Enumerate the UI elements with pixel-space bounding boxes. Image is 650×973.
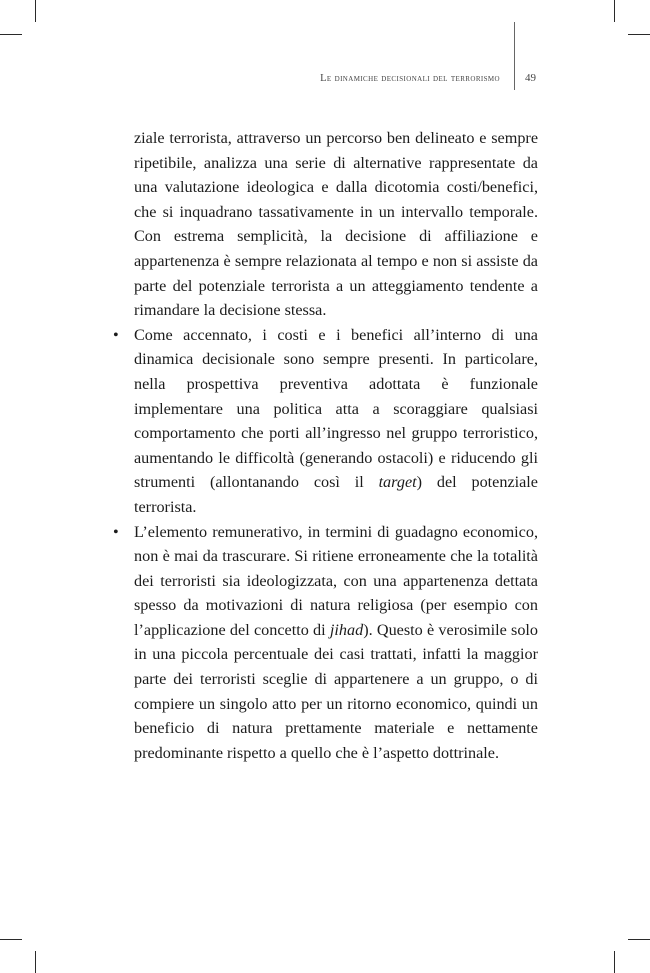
italic-term-target: target: [378, 473, 417, 492]
bullet-text: L’elemento remunerativo, in termini di guadagno economico, non è mai da trascurare. Si ritiene erroneamente che la totalità dei terroristi sia ideologizzata, con una appartenenza dettata spesso da motivazioni di natura religiosa (per esempio con l’applicazione del concetto di: [134, 522, 538, 639]
crop-mark-bottom-left: [0, 939, 22, 940]
bullet-icon: •: [113, 522, 119, 541]
bullet-text: ). Questo è verosimile solo in una piccola percentuale dei casi trattati, infatti la maggior parte dei terroristi sceglie di appartenere a un gruppo, o di compiere un singolo atto per un ritorno economico, quindi un beneficio di natura prettamente materiale e nettamente predominante rispetto a quello che è l’aspetto dottrinale.: [134, 620, 538, 762]
running-header: [0, 62, 650, 92]
crop-mark-bottom-left: [35, 951, 36, 973]
crop-mark-top-right: [614, 0, 615, 22]
bullet-text: ) del potenziale terrorista.: [134, 473, 538, 516]
italic-term-jihad: jihad: [329, 620, 364, 639]
header-divider: [514, 22, 515, 90]
continuation-paragraph: ziale terrorista, attraverso un percorso ben delineato e sempre ripetibile, analizza una serie di alternative rappresentate da una valutazione ideologica e dalla dicotomia costi/benefici, che si inquadrano tassativamente in un intervallo temporale. Con estrema semplicità, la decisione di affiliazione e appartenenza è sempre relazionata al tempo e non si assiste da parte del potenziale terrorista a un atteggiamento tendente a rimandare la decisione stessa.: [134, 129, 538, 320]
page-body: [113, 126, 538, 765]
crop-mark-top-right: [628, 34, 650, 35]
crop-mark-top-left: [35, 0, 36, 22]
page-number: 49: [525, 72, 536, 84]
bullet-item-costs-benefits: [113, 323, 538, 520]
bullet-item-remuneration: [113, 520, 538, 766]
bullet-text: Come accennato, i costi e i benefici all’interno di una dinamica decisionale sono sempre presenti. In particolare, nella prospettiva preventiva adottata è funzionale implementare una politica atta a scoraggiare qualsiasi comportamento che porti all’ingresso nel gruppo terroristico, aumentando le difficoltà (generando ostacoli) e riducendo gli strumenti (allontanando così il: [134, 325, 538, 492]
crop-mark-bottom-right: [614, 951, 615, 973]
running-title: Le dinamiche decisionali del terrorismo: [320, 73, 500, 84]
bullet-icon: •: [113, 325, 119, 344]
crop-mark-bottom-right: [628, 939, 650, 940]
crop-mark-top-left: [0, 34, 22, 35]
